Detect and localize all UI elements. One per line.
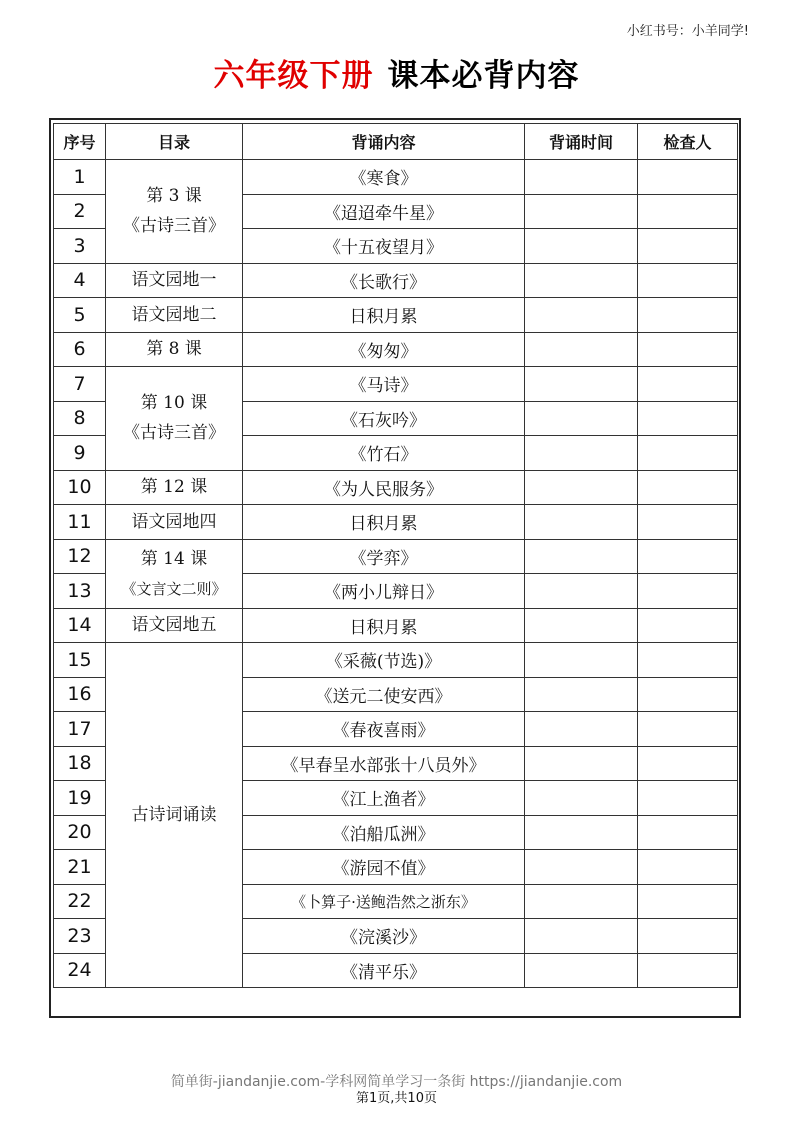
checker-cell[interactable] bbox=[638, 263, 738, 298]
table-row bbox=[54, 643, 738, 678]
time-cell[interactable] bbox=[525, 505, 638, 540]
checker-cell[interactable] bbox=[638, 574, 738, 609]
catalog-line: 第 3 课 bbox=[146, 186, 202, 207]
time-cell[interactable] bbox=[525, 919, 638, 954]
catalog-cell bbox=[106, 367, 243, 471]
content-cell: 《泊船瓜洲》 bbox=[243, 815, 525, 850]
time-cell[interactable] bbox=[525, 332, 638, 367]
checker-cell[interactable] bbox=[638, 919, 738, 954]
content-cell: 《为人民服务》 bbox=[243, 470, 525, 505]
checker-cell[interactable] bbox=[638, 332, 738, 367]
content-cell: 《匆匆》 bbox=[243, 332, 525, 367]
checker-cell[interactable] bbox=[638, 229, 738, 264]
col-header-number: 序号 bbox=[54, 124, 106, 160]
table-row bbox=[54, 332, 738, 367]
table-row bbox=[54, 298, 738, 333]
content-cell: 《早春呈水部张十八员外》 bbox=[243, 746, 525, 781]
catalog-cell: 第 8 课 bbox=[106, 332, 243, 367]
time-cell[interactable] bbox=[525, 712, 638, 747]
row-number: 4 bbox=[54, 263, 106, 298]
row-number: 1 bbox=[54, 160, 106, 195]
row-number: 21 bbox=[54, 850, 106, 885]
catalog-cell: 古诗词诵读 bbox=[106, 643, 243, 988]
checker-cell[interactable] bbox=[638, 470, 738, 505]
content-cell: 日积月累 bbox=[243, 608, 525, 643]
table-row bbox=[54, 608, 738, 643]
checker-cell[interactable] bbox=[638, 677, 738, 712]
content-cell: 《送元二使安西》 bbox=[243, 677, 525, 712]
row-number: 12 bbox=[54, 539, 106, 574]
catalog-cell bbox=[106, 160, 243, 264]
catalog-cell: 语文园地四 bbox=[106, 505, 243, 540]
row-number: 14 bbox=[54, 608, 106, 643]
time-cell[interactable] bbox=[525, 160, 638, 195]
content-cell: 《浣溪沙》 bbox=[243, 919, 525, 954]
row-number: 10 bbox=[54, 470, 106, 505]
row-number: 16 bbox=[54, 677, 106, 712]
table-row bbox=[54, 160, 738, 195]
col-header-checker: 检查人 bbox=[638, 124, 738, 160]
time-cell[interactable] bbox=[525, 229, 638, 264]
checker-cell[interactable] bbox=[638, 850, 738, 885]
content-cell: 《石灰吟》 bbox=[243, 401, 525, 436]
time-cell[interactable] bbox=[525, 574, 638, 609]
row-number: 3 bbox=[54, 229, 106, 264]
time-cell[interactable] bbox=[525, 953, 638, 988]
title-grade: 六年级下册 bbox=[213, 58, 374, 94]
col-header-time: 背诵时间 bbox=[525, 124, 638, 160]
time-cell[interactable] bbox=[525, 781, 638, 816]
row-number: 9 bbox=[54, 436, 106, 471]
time-cell[interactable] bbox=[525, 470, 638, 505]
checker-cell[interactable] bbox=[638, 712, 738, 747]
time-cell[interactable] bbox=[525, 677, 638, 712]
time-cell[interactable] bbox=[525, 194, 638, 229]
checker-cell[interactable] bbox=[638, 160, 738, 195]
recitation-table bbox=[53, 123, 738, 988]
content-cell: 《十五夜望月》 bbox=[243, 229, 525, 264]
time-cell[interactable] bbox=[525, 539, 638, 574]
row-number: 13 bbox=[54, 574, 106, 609]
table-row bbox=[54, 263, 738, 298]
time-cell[interactable] bbox=[525, 263, 638, 298]
catalog-line: 第 14 课 bbox=[140, 548, 208, 569]
content-cell: 《寒食》 bbox=[243, 160, 525, 195]
row-number: 23 bbox=[54, 919, 106, 954]
row-number: 20 bbox=[54, 815, 106, 850]
content-cell: 日积月累 bbox=[243, 298, 525, 333]
content-cell: 《游园不值》 bbox=[243, 850, 525, 885]
row-number: 8 bbox=[54, 401, 106, 436]
time-cell[interactable] bbox=[525, 298, 638, 333]
checker-cell[interactable] bbox=[638, 505, 738, 540]
content-cell: 《江上渔者》 bbox=[243, 781, 525, 816]
content-cell: 《竹石》 bbox=[243, 436, 525, 471]
checker-cell[interactable] bbox=[638, 953, 738, 988]
content-cell: 《春夜喜雨》 bbox=[243, 712, 525, 747]
checker-cell[interactable] bbox=[638, 781, 738, 816]
checker-cell[interactable] bbox=[638, 194, 738, 229]
checker-cell[interactable] bbox=[638, 367, 738, 402]
title-main: 课本必背内容 bbox=[387, 58, 580, 94]
row-number: 18 bbox=[54, 746, 106, 781]
time-cell[interactable] bbox=[525, 850, 638, 885]
col-header-content: 背诵内容 bbox=[243, 124, 525, 160]
content-cell: 《学弈》 bbox=[243, 539, 525, 574]
time-cell[interactable] bbox=[525, 401, 638, 436]
row-number: 5 bbox=[54, 298, 106, 333]
row-number: 15 bbox=[54, 643, 106, 678]
table-row bbox=[54, 470, 738, 505]
content-cell: 《长歌行》 bbox=[243, 263, 525, 298]
row-number: 11 bbox=[54, 505, 106, 540]
time-cell[interactable] bbox=[525, 815, 638, 850]
checker-cell[interactable] bbox=[638, 608, 738, 643]
checker-cell[interactable] bbox=[638, 884, 738, 919]
page-title bbox=[0, 50, 793, 95]
row-number: 17 bbox=[54, 712, 106, 747]
row-number: 19 bbox=[54, 781, 106, 816]
col-header-catalog: 目录 bbox=[106, 124, 243, 160]
table-row bbox=[54, 539, 738, 574]
content-cell: 《卜算子·送鲍浩然之浙东》 bbox=[243, 884, 525, 919]
table-row bbox=[54, 505, 738, 540]
checker-cell[interactable] bbox=[638, 539, 738, 574]
checker-cell[interactable] bbox=[638, 643, 738, 678]
content-cell: 《迢迢牵牛星》 bbox=[243, 194, 525, 229]
time-cell[interactable] bbox=[525, 608, 638, 643]
catalog-cell bbox=[106, 539, 243, 608]
checker-cell[interactable] bbox=[638, 401, 738, 436]
catalog-cell: 第 12 课 bbox=[106, 470, 243, 505]
catalog-line: 《古诗三首》 bbox=[123, 423, 225, 444]
footer-page-number: 第1页,共10页 bbox=[356, 1091, 437, 1106]
time-cell[interactable] bbox=[525, 367, 638, 402]
catalog-cell: 语文园地五 bbox=[106, 608, 243, 643]
header-row bbox=[54, 124, 738, 160]
catalog-line: 《古诗三首》 bbox=[123, 216, 225, 237]
header-note: 小红书号：小羊同学! bbox=[626, 24, 749, 39]
catalog-line: 《文言文二则》 bbox=[121, 579, 227, 598]
row-number: 6 bbox=[54, 332, 106, 367]
catalog-cell: 语文园地一 bbox=[106, 263, 243, 298]
row-number: 7 bbox=[54, 367, 106, 402]
checker-cell[interactable] bbox=[638, 436, 738, 471]
time-cell[interactable] bbox=[525, 746, 638, 781]
checker-cell[interactable] bbox=[638, 815, 738, 850]
content-cell: 《清平乐》 bbox=[243, 953, 525, 988]
content-cell: 日积月累 bbox=[243, 505, 525, 540]
row-number: 2 bbox=[54, 194, 106, 229]
catalog-cell: 语文园地二 bbox=[106, 298, 243, 333]
row-number: 24 bbox=[54, 953, 106, 988]
table-row bbox=[54, 367, 738, 402]
checker-cell[interactable] bbox=[638, 746, 738, 781]
checker-cell[interactable] bbox=[638, 298, 738, 333]
catalog-line: 第 10 课 bbox=[140, 393, 208, 414]
content-cell: 《采薇(节选)》 bbox=[243, 643, 525, 678]
row-number: 22 bbox=[54, 884, 106, 919]
time-cell[interactable] bbox=[525, 436, 638, 471]
content-cell: 《马诗》 bbox=[243, 367, 525, 402]
time-cell[interactable] bbox=[525, 643, 638, 678]
content-cell: 《两小儿辩日》 bbox=[243, 574, 525, 609]
footer-source: 简单街-jiandanjie.com-学科网简单学习一条街 https://jiandanjie.com bbox=[170, 1074, 623, 1090]
time-cell[interactable] bbox=[525, 884, 638, 919]
